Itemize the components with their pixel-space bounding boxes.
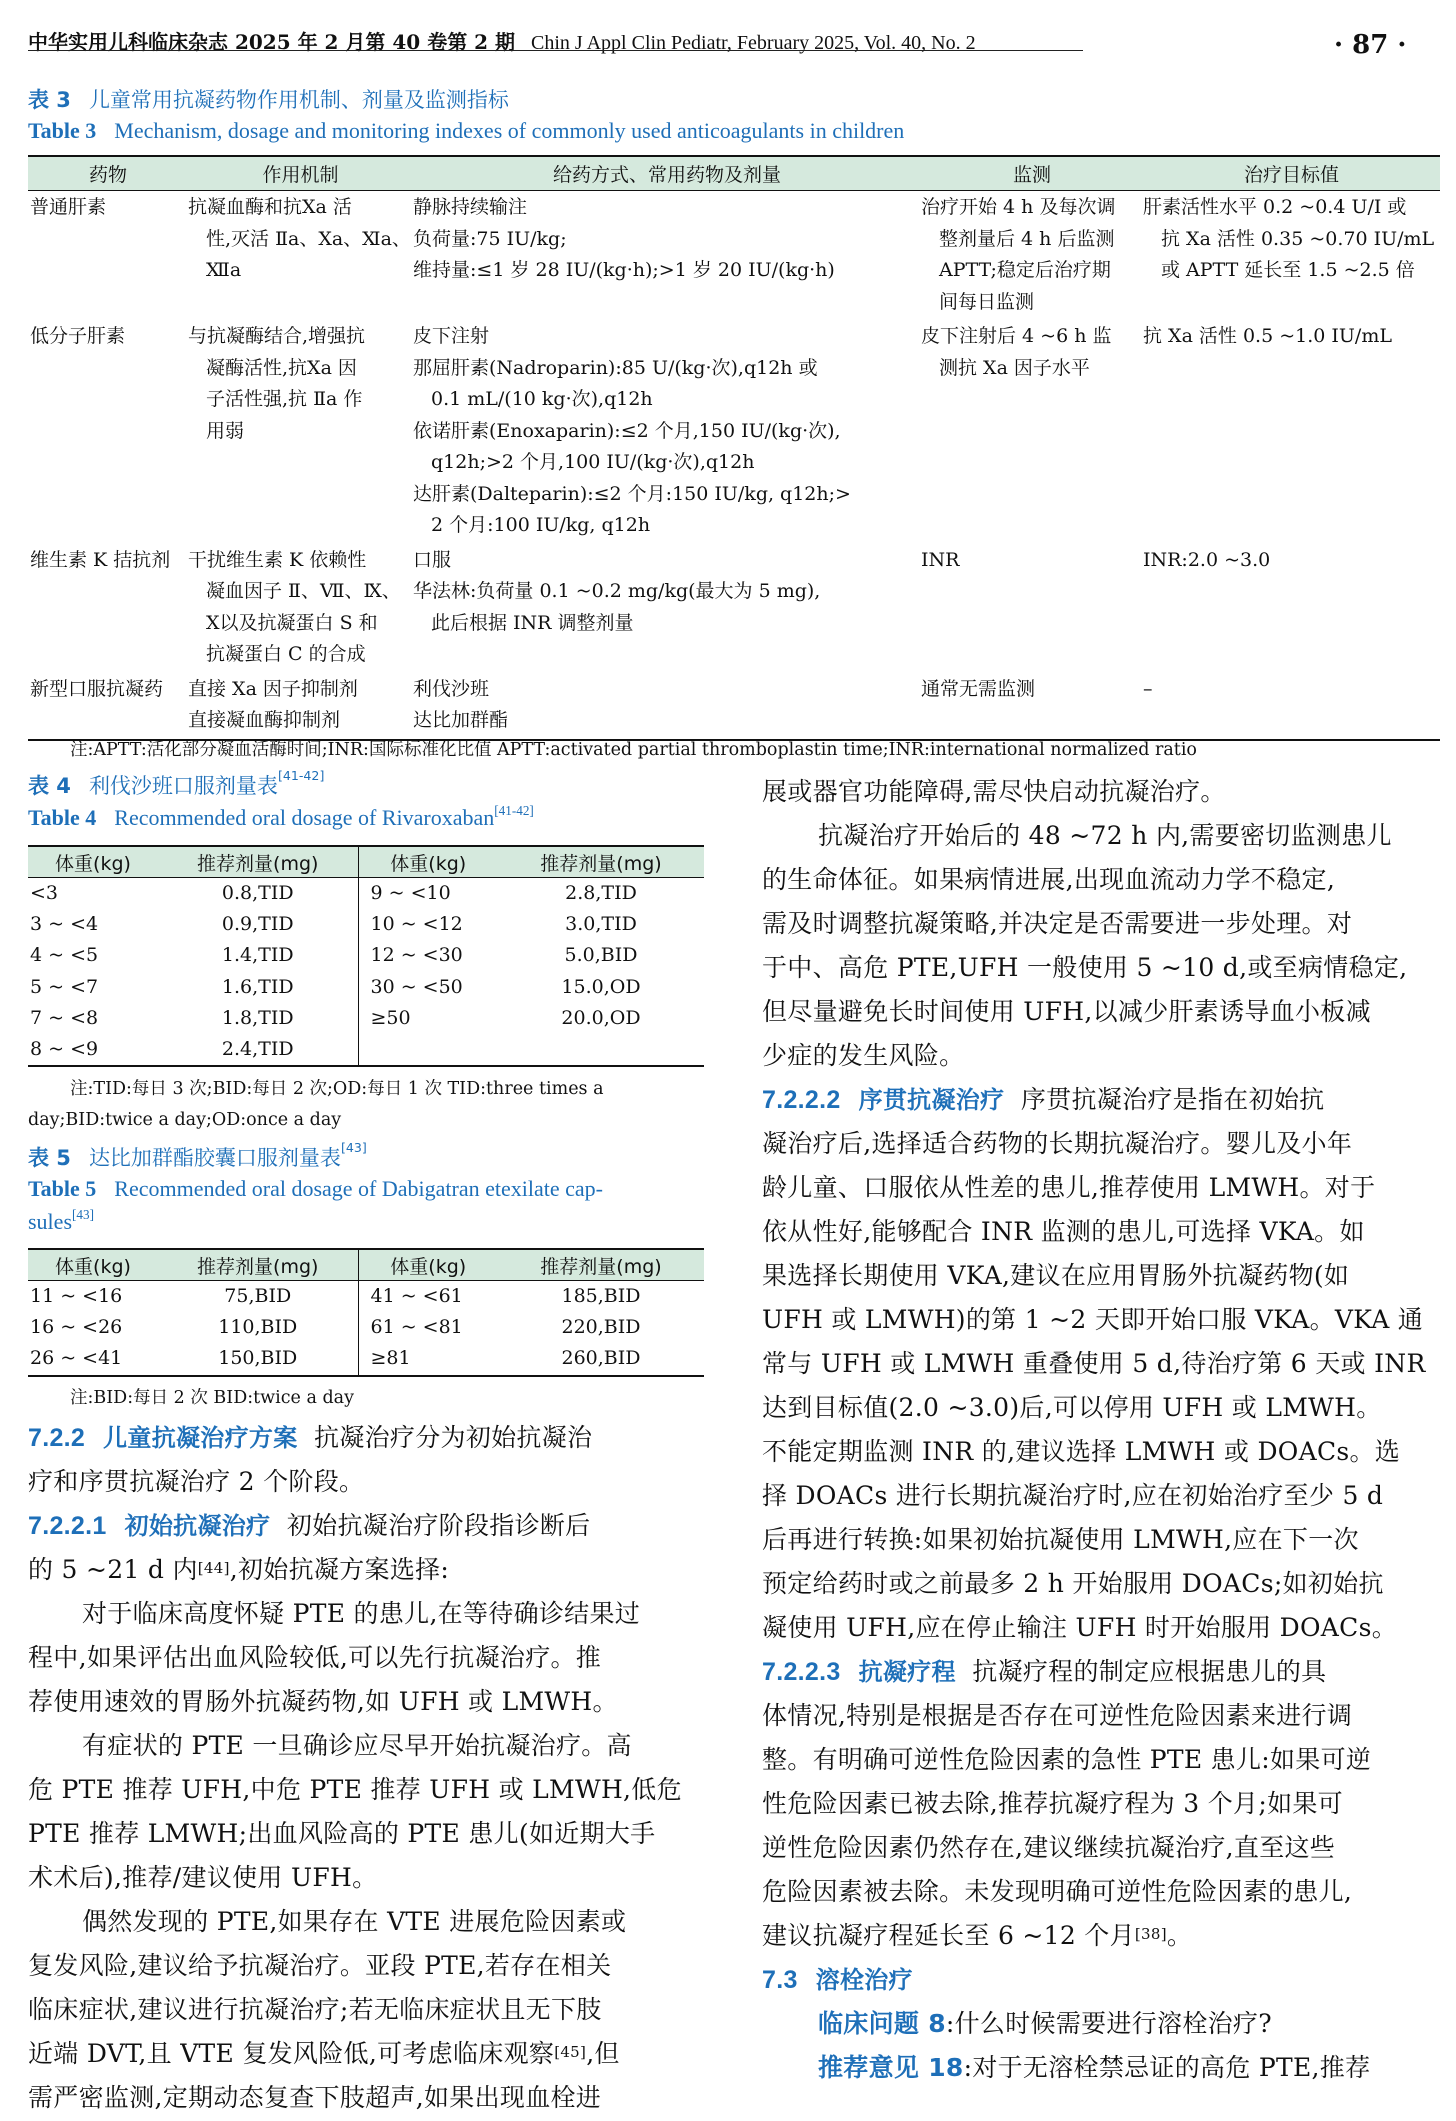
body-line: 的生命体征。如果病情进展,出现血流动力学不稳定,: [762, 865, 1336, 894]
body-text: 的 5 ~21 d 内: [28, 1555, 198, 1584]
table3-cell-line: 新型口服抗凝药: [30, 677, 164, 700]
table3-cell-mech: [188, 191, 413, 321]
table3-cell-line: 凝酶活性,抗Ⅹa 因: [206, 356, 357, 379]
table5-cell: 41 ~ <61: [358, 1281, 498, 1313]
body-line: 临床症状,建议进行抗凝治疗;若无临床症状且无下肢: [28, 1995, 602, 2024]
table5-caption-en-line2: [28, 1209, 94, 1235]
table5-header-cell: 体重(kg): [28, 1249, 158, 1281]
table4-ref: [41-42]: [277, 768, 325, 783]
table4-cell: 30 ~ <50: [358, 972, 498, 1003]
table3-cell-line: 维持量:≤1 岁 28 IU/(kg·h);>1 岁 20 IU/(kg·h): [413, 259, 835, 281]
table3-cell-line: 整剂量后 4 h 后监测: [939, 227, 1115, 250]
body-line: 偶然发现的 PTE,如果存在 VTE 进展危险因素或: [82, 1907, 627, 1936]
table5-header-cell: 体重(kg): [358, 1249, 498, 1281]
table5-title-cn: 达比加群酯胶囊口服剂量表: [88, 1146, 341, 1170]
table3-cell-dose: [413, 320, 921, 544]
table5-cell: 11 ~ <16: [30, 1285, 123, 1307]
body-text: ,初始抗凝方案选择:: [229, 1555, 450, 1584]
table4-row: [28, 1003, 704, 1034]
table4-note-line1: 注:TID:每日 3 次;BID:每日 2 次;OD:每日 1 次 TID:three times a: [70, 1079, 604, 1099]
table3-cell-drug: [28, 191, 188, 321]
table3-row: [28, 191, 1440, 321]
body-line: 疗和序贯抗凝治疗 2 个阶段。: [28, 1467, 365, 1496]
table3-cell-line: 维生素 K 拮抗剂: [30, 548, 171, 571]
table3-header-cell: 作用机制: [188, 156, 413, 191]
table3-cell-line: APTT;稳定后治疗期: [939, 259, 1111, 281]
table5-cell: 260,BID: [561, 1347, 641, 1370]
table3-cell-line: 2 个月:100 IU/kg, q12h: [431, 514, 651, 536]
page-number: · 87 ·: [1334, 30, 1407, 60]
body-text: 序贯抗凝治疗是指在初始抗: [1020, 1085, 1325, 1114]
table3-cell-line: 依诺肝素(Enoxaparin):≤2 个月,150 IU/(kg·次),: [413, 419, 841, 442]
table3-cell-target: [1143, 320, 1440, 544]
table4-cell: 2.4,TID: [221, 1038, 294, 1061]
body-line: 预定给药时或之前最多 2 h 开始服用 DOACs;如初始抗: [762, 1569, 1384, 1598]
body-text: 初始抗凝治疗阶段指诊断后: [286, 1511, 591, 1540]
table5-cell: 61 ~ <81: [358, 1312, 498, 1343]
table3-row: [28, 673, 1440, 740]
table3-cell-line: INR: [921, 548, 960, 571]
body-line: 龄儿童、口服依从性差的患儿,推荐使用 LMWH。对于: [762, 1173, 1376, 1202]
table3-cell-drug: [28, 673, 188, 740]
body-line: 常与 UFH 或 LMWH 重叠使用 5 d,待治疗第 6 天或 INR: [762, 1349, 1426, 1378]
table5-cell: 185,BID: [561, 1285, 641, 1307]
table3-header-row: [28, 156, 1440, 191]
citation: [44]: [197, 1559, 230, 1577]
table3-header-cell: 给药方式、常用药物及剂量: [413, 156, 921, 191]
table5-cell: 150,BID: [218, 1347, 298, 1370]
table3-cell-line: 直接 Ⅹa 因子抑制剂: [188, 677, 358, 700]
table5-title-en-1: Recommended oral dosage of Dabigatran etexilate cap-: [114, 1176, 603, 1201]
body-line: 危 PTE 推荐 UFH,中危 PTE 推荐 UFH 或 LMWH,低危: [28, 1775, 682, 1804]
table3-cell-line: Ⅻa: [206, 259, 242, 281]
body-line: 少症的发生风险。: [762, 1041, 965, 1070]
table3-cell-line: 华法林:负荷量 0.1 ~0.2 mg/kg(最大为 5 mg),: [413, 580, 821, 602]
body-line: 凝治疗后,选择适合药物的长期抗凝治疗。婴儿及小年: [762, 1129, 1353, 1158]
table5-note: 注:BID:每日 2 次 BID:twice a day: [70, 1388, 354, 1408]
body-line: 后再进行转换:如果初始抗凝使用 LMWH,应在下一次: [762, 1525, 1359, 1554]
table3-cell-line: 凝血因子 Ⅱ、Ⅶ、Ⅸ、: [206, 580, 401, 602]
table3-cell-line: 普通肝素: [30, 196, 107, 218]
table3-cell-line: 肝素活性水平 0.2 ~0.4 U/I 或: [1143, 196, 1407, 218]
table3-cell-line: 那屈肝素(Nadroparin):85 U/(kg·次),q12h 或: [413, 356, 818, 379]
table4-title-cn: 利伐沙班口服剂量表: [88, 774, 278, 798]
section-number: 7.2.2.2: [762, 1086, 841, 1114]
citation: [45]: [554, 2043, 587, 2061]
table4-caption-cn: [28, 770, 324, 800]
table4-cell: 1.4,TID: [221, 944, 294, 967]
table3-cell-target: [1143, 544, 1440, 673]
table5-ref-en: [43]: [72, 1207, 94, 1222]
table4-cell: 7 ~ <8: [30, 1006, 99, 1029]
table4-header-row: [28, 846, 704, 878]
table4-cell: 8 ~ <9: [30, 1038, 99, 1061]
body-line: PTE 推荐 LMWH;出血风险高的 PTE 患儿(如近期大手: [28, 1819, 656, 1848]
table4-note-line2: day;BID:twice a day;OD:once a day: [28, 1110, 342, 1130]
table3-cell-monitor: [921, 544, 1143, 673]
body-text: 抗凝治疗分为初始抗凝治: [314, 1423, 593, 1452]
table3-cell-line: 通常无需监测: [921, 677, 1036, 700]
body-text: 建议抗凝疗程延长至 6 ~12 个月: [762, 1921, 1135, 1950]
table5-num-cn: 表 5: [28, 1146, 71, 1170]
table3-cell-line: 低分子肝素: [30, 325, 126, 347]
table5-caption-cn: [28, 1142, 367, 1172]
body-line: 择 DOACs 进行长期抗凝治疗时,应在初始治疗至少 5 d: [762, 1481, 1384, 1510]
table4-cell: [358, 1034, 498, 1066]
table5-header-cell: 推荐剂量(mg): [498, 1249, 704, 1281]
section-number: 7.2.2.1: [28, 1512, 107, 1540]
body-text: 抗凝疗程的制定应根据患儿的具: [972, 1657, 1327, 1686]
table3-header-cell: 监测: [921, 156, 1143, 191]
table3-caption-cn: [28, 84, 509, 114]
table3-cell-line: 直接凝血酶抑制剂: [188, 709, 341, 731]
table3-cell-line: 0.1 mL/(10 kg·次),q12h: [431, 388, 653, 410]
table3-row: [28, 544, 1440, 673]
table4-cell: ≥50: [358, 1003, 498, 1034]
body-text: 近端 DVT,且 VTE 复发风险低,可考虑临床观察: [28, 2039, 555, 2068]
table4-header-cell: 体重(kg): [358, 846, 498, 878]
table3-cell-line: 利伐沙班: [413, 677, 490, 700]
table3-cell-dose: [413, 673, 921, 740]
table5-ref: [43]: [340, 1140, 367, 1155]
table5-header-row: [28, 1249, 704, 1281]
body-line: 有症状的 PTE 一旦确诊应尽早开始抗凝治疗。高: [82, 1731, 632, 1760]
body-line: 复发风险,建议给予抗凝治疗。亚段 PTE,若存在相关: [28, 1951, 612, 1980]
body-line: 体情况,特别是根据是否存在可逆性危险因素来进行调: [762, 1701, 1353, 1730]
table3-cell-line: 或 APTT 延长至 1.5 ~2.5 倍: [1161, 259, 1415, 281]
body-line: 危险因素被去除。未发现明确可逆性危险因素的患儿,: [762, 1877, 1353, 1906]
section-7-2-2-1-line1: [28, 1504, 590, 1548]
table3-num-cn: 表 3: [28, 88, 71, 112]
table3-cell-line: 达肝素(Dalteparin):≤2 个月:150 IU/kg, q12h;>: [413, 482, 851, 505]
clinical-question-8: [818, 2002, 1272, 2046]
table4-cell: [498, 1034, 704, 1066]
table3-cell-mech: [188, 544, 413, 673]
section-title: 儿童抗凝治疗方案: [103, 1424, 298, 1452]
table3-cell-line: –: [1143, 677, 1153, 700]
question-text: :什么时候需要进行溶栓治疗?: [945, 2009, 1272, 2038]
table3-cell-dose: [413, 191, 921, 321]
body-line: [28, 1548, 449, 1592]
body-line: 需及时调整抗凝策略,并决定是否需要进一步处理。对: [762, 909, 1353, 938]
table3-cell-line: 干扰维生素 K 依赖性: [188, 548, 367, 571]
table3-cell-monitor: [921, 320, 1143, 544]
table5-num-en: Table 5: [28, 1176, 97, 1201]
section-title: 溶栓治疗: [815, 1966, 913, 1994]
table3-cell-line: 治疗开始 4 h 及每次调: [921, 196, 1116, 218]
table3-cell-dose: [413, 544, 921, 673]
table3-cell-drug: [28, 544, 188, 673]
table4-header-cell: 推荐剂量(mg): [498, 846, 704, 878]
body-line: 程中,如果评估出血风险较低,可以先行抗凝治疗。推: [28, 1643, 602, 1672]
body-line: 依从性好,能够配合 INR 监测的患儿,可选择 VKA。如: [762, 1217, 1365, 1246]
table3-cell-line: 测抗 Ⅹa 因子水平: [939, 356, 1090, 379]
table3-num-en: Table 3: [28, 118, 97, 143]
table3-cell-line: 抗 Ⅹa 活性 0.35 ~0.70 IU/mL: [1161, 227, 1435, 250]
section-number: 7.2.2.3: [762, 1658, 841, 1686]
section-number: 7.2.2: [28, 1424, 86, 1452]
body-line: [762, 1914, 1192, 1958]
section-title: 序贯抗凝治疗: [858, 1086, 1005, 1114]
table5-row: [28, 1343, 704, 1375]
journal-title-en: Chin J Appl Clin Pediatr, February 2025, Vol. 40, No. 2: [531, 32, 976, 54]
table3-cell-drug: [28, 320, 188, 544]
section-number: 7.3: [762, 1966, 798, 1994]
table3-cell-line: 子活性强,抗 Ⅱa 作: [206, 388, 363, 410]
table4-row: [28, 1034, 704, 1066]
table3-cell-line: 抗凝血酶和抗Ⅹa 活: [188, 196, 352, 218]
table4-cell: 3 ~ <4: [30, 913, 99, 936]
body-line: 逆性危险因素仍然存在,建议继续抗凝治疗,直至这些: [762, 1833, 1336, 1862]
table4-row: [28, 909, 704, 940]
table4-caption-en: [28, 805, 534, 831]
body-line: UFH 或 LMWH)的第 1 ~2 天即开始口服 VKA。VKA 通: [762, 1305, 1424, 1334]
table4-header-cell: 体重(kg): [28, 846, 158, 878]
body-line: [28, 2032, 620, 2076]
table4-header-cell: 推荐剂量(mg): [158, 846, 358, 878]
table4-cell: 5 ~ <7: [30, 975, 99, 998]
citation: [38]: [1134, 1925, 1167, 1943]
table5-row: [28, 1312, 704, 1343]
body-line: 对于临床高度怀疑 PTE 的患儿,在等待确诊结果过: [82, 1599, 641, 1628]
table3-cell-line: 静脉持续输注: [413, 196, 528, 218]
body-line: 荐使用速效的胃肠外抗凝药物,如 UFH 或 LMWH。: [28, 1687, 618, 1716]
table3-cell-line: 此后根据 INR 调整剂量: [431, 611, 634, 634]
table3-header-cell: 治疗目标值: [1143, 156, 1440, 191]
table4-row: [28, 972, 704, 1003]
table4-num-en: Table 4: [28, 805, 97, 830]
table5-cell: 110,BID: [218, 1316, 298, 1339]
body-line: 不能定期监测 INR 的,建议选择 LMWH 或 DOACs。选: [762, 1437, 1401, 1466]
table3-cell-line: INR:2.0 ~3.0: [1143, 548, 1271, 571]
table4-num-cn: 表 4: [28, 774, 71, 798]
table4-cell: 3.0,TID: [565, 913, 637, 936]
table4-cell: 10 ~ <12: [358, 909, 498, 940]
body-text: 。: [1166, 1921, 1193, 1950]
body-line: 果选择长期使用 VKA,建议在应用胃肠外抗凝药物(如: [762, 1261, 1350, 1290]
table3-cell-line: 与抗凝酶结合,增强抗: [188, 325, 366, 347]
section-7-2-2-3-line1: [762, 1650, 1326, 1694]
body-line: 于中、高危 PTE,UFH 一般使用 5 ~10 d,或至病情稳定,: [762, 953, 1408, 982]
table3-cell-mech: [188, 320, 413, 544]
table3: [28, 155, 1440, 741]
table3-cell-target: [1143, 673, 1440, 740]
body-line: 术术后),推荐/建议使用 UFH。: [28, 1863, 378, 1892]
recommendation-18: [818, 2046, 1370, 2090]
table3-caption-en: [28, 118, 904, 144]
table4-cell: 5.0,BID: [564, 944, 638, 967]
table3-title-en: Mechanism, dosage and monitoring indexes of commonly used anticoagulants in children: [114, 118, 905, 143]
table4-cell: 0.9,TID: [221, 913, 294, 936]
table3-cell-mech: [188, 673, 413, 740]
table3-cell-line: 性,灭活 Ⅱa、Ⅹa、Ⅺa、: [206, 227, 411, 250]
table5-cell: 26 ~ <41: [30, 1347, 123, 1370]
table3-title-cn: 儿童常用抗凝药物作用机制、剂量及监测指标: [88, 88, 509, 112]
table4-row: [28, 878, 704, 910]
body-line: 抗凝治疗开始后的 48 ~72 h 内,需要密切监测患儿: [818, 821, 1392, 850]
table3-row: [28, 320, 1440, 544]
table4-cell: 1.8,TID: [221, 1006, 294, 1029]
table5-cell: 220,BID: [561, 1316, 641, 1339]
body-line: 达到目标值(2.0 ~3.0)后,可以停用 UFH 或 LMWH。: [762, 1393, 1382, 1422]
table4-cell: 4 ~ <5: [30, 944, 99, 967]
table3-cell-line: 皮下注射后 4 ~6 h 监: [921, 325, 1112, 347]
section-7-2-2-2-line1: [762, 1078, 1324, 1122]
table4: [28, 845, 704, 1067]
table5-title-en-2: sules: [28, 1209, 72, 1234]
body-line: 整。有明确可逆性危险因素的急性 PTE 患儿:如果可逆: [762, 1745, 1372, 1774]
body-line: 但尽量避免长时间使用 UFH,以减少肝素诱导血小板减: [762, 997, 1371, 1026]
table4-cell: 0.8,TID: [221, 882, 294, 904]
table4-cell: 12 ~ <30: [358, 940, 498, 971]
body-line: 需严密监测,定期动态复查下肢超声,如果出现血栓进: [28, 2083, 602, 2112]
body-line: 展或器官功能障碍,需尽快启动抗凝治疗。: [762, 777, 1226, 806]
table5-row: [28, 1281, 704, 1313]
table3-cell-line: 皮下注射: [413, 325, 490, 347]
table3-cell-line: 抗凝蛋白 C 的合成: [206, 643, 366, 665]
table4-cell: <3: [30, 882, 59, 904]
table5-cell: 75,BID: [224, 1285, 292, 1307]
table5: [28, 1248, 704, 1377]
table4-ref-en: [41-42]: [494, 803, 534, 818]
table3-cell-monitor: [921, 191, 1143, 321]
recommendation-text: :对于无溶栓禁忌证的高危 PTE,推荐: [963, 2053, 1371, 2082]
table5-caption-en-line1: [28, 1176, 603, 1202]
table4-cell: 15.0,OD: [561, 975, 641, 998]
body-line: 性危险因素已被去除,推荐抗凝疗程为 3 个月;如果可: [762, 1789, 1343, 1818]
table3-cell-line: 间每日监测: [939, 290, 1035, 313]
table3-cell-line: 用弱: [206, 419, 245, 442]
table4-cell: 20.0,OD: [561, 1006, 641, 1029]
table3-cell-line: Ⅹ以及抗凝蛋白 S 和: [206, 611, 378, 634]
section-7-3: [762, 1958, 913, 2002]
journal-title-cn: 中华实用儿科临床杂志 2025 年 2 月第 40 卷第 2 期: [28, 30, 516, 54]
table3-cell-line: q12h;>2 个月,100 IU/(kg·次),q12h: [431, 451, 755, 473]
table4-cell: 9 ~ <10: [358, 878, 498, 910]
table3-cell-line: 抗 Ⅹa 活性 0.5 ~1.0 IU/mL: [1143, 325, 1392, 347]
section-title: 初始抗凝治疗: [124, 1512, 271, 1540]
section-title: 抗凝疗程: [858, 1658, 956, 1686]
table5-header-cell: 推荐剂量(mg): [158, 1249, 358, 1281]
table3-note: 注:APTT:活化部分凝血活酶时间;INR:国际标准化比值 APTT:activated partial thromboplastin time;INR:international normalized ratio: [70, 740, 1197, 760]
question-label: 临床问题 8: [818, 2009, 946, 2038]
table5-cell: ≥81: [358, 1343, 498, 1375]
header-rule: [28, 50, 1083, 51]
table3-cell-line: 口服: [413, 548, 452, 571]
table3-cell-line: 负荷量:75 IU/kg;: [413, 227, 567, 250]
table4-cell: 1.6,TID: [221, 975, 294, 998]
table4-row: [28, 940, 704, 971]
body-line: 凝使用 UFH,应在停止输注 UFH 时开始服用 DOACs。: [762, 1613, 1398, 1642]
table3-cell-target: [1143, 191, 1440, 321]
table3-cell-monitor: [921, 673, 1143, 740]
table3-cell-line: 达比加群酯: [413, 709, 509, 731]
table4-title-en: Recommended oral dosage of Rivaroxaban: [114, 805, 495, 830]
recommendation-label: 推荐意见 18: [818, 2053, 964, 2082]
section-7-2-2-line1: [28, 1416, 592, 1460]
table4-cell: 2.8,TID: [565, 882, 637, 904]
table3-header-cell: 药物: [28, 156, 188, 191]
body-text: ,但: [586, 2039, 620, 2068]
table5-cell: 16 ~ <26: [30, 1316, 123, 1339]
